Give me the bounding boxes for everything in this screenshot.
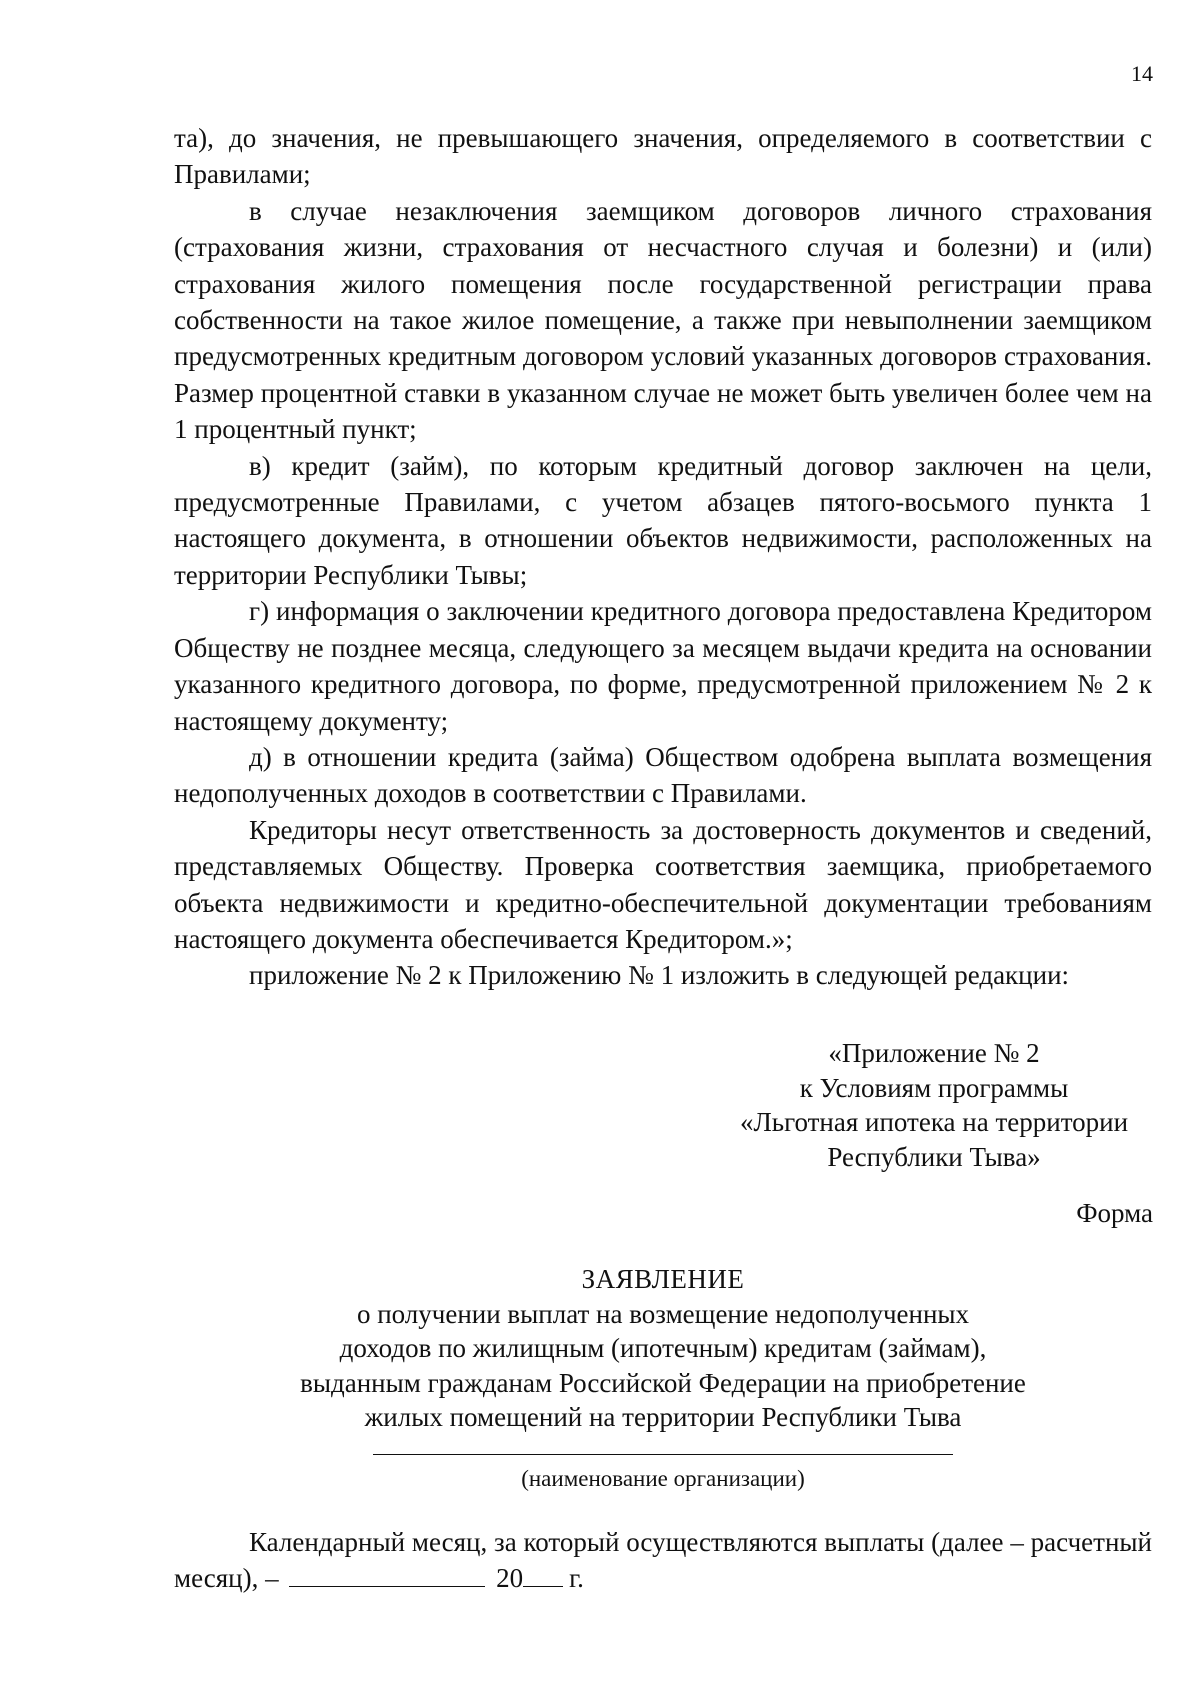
appendix-line: Республики Тыва» — [827, 1141, 1041, 1172]
appendix-line: «Приложение № 2 — [828, 1038, 1040, 1068]
year-blank-field[interactable] — [523, 1564, 563, 1587]
calendar-month-section — [174, 1524, 1152, 1597]
organization-name-caption: (наименование организации) — [521, 1466, 805, 1491]
page-number: 14 — [1131, 61, 1153, 86]
body-text — [174, 120, 1152, 994]
paragraph-item-v: в) кредит (займ), по которым кредитный договор заключен на цели, предусмотренные Правилами, с учетом абзацев пятого-восьмого пункта 1 настоящего документа, в отношении объектов недвижимости, расположенных на территории Республики Тывы; — [174, 450, 1152, 590]
appendix-reference — [724, 1036, 1144, 1174]
paragraph-creditors-responsibility: Кредиторы несут ответственность за достоверность документов и сведений, представляемых Обществу. Проверка соответствия заемщика, приобретаемого объекта недвижимости и кредитно-обеспечительной документации требованиям настоящего документа обеспечивается Кредитором.»; — [174, 814, 1152, 954]
appendix-line: к Условиям программы — [799, 1072, 1069, 1103]
title-heading: ЗАЯВЛЕНИЕ — [581, 1264, 745, 1294]
title-line: жилых помещений на территории Республики Тыва — [364, 1402, 962, 1432]
application-title — [174, 1262, 1152, 1435]
title-line: о получении выплат на возмещение недополученных — [356, 1298, 970, 1329]
month-blank-field[interactable] — [289, 1564, 485, 1587]
paragraph-continuation: та), до значения, не превышающего значения, определяемого в соответствии с Правилами; — [174, 123, 1152, 190]
calendar-month-text: Календарный месяц, за который осуществляются выплаты (далее – расчетный месяц), – — [174, 1527, 1152, 1594]
appendix-line: «Льготная ипотека на территории — [739, 1107, 1129, 1137]
calendar-month-paragraph — [174, 1524, 1152, 1597]
paragraph-appendix-intro: приложение № 2 к Приложению № 1 изложить в следующей редакции: — [249, 960, 1070, 991]
year-suffix: г. — [569, 1563, 584, 1594]
form-label: Форма — [1076, 1198, 1153, 1228]
title-line: доходов по жилищным (ипотечным) кредитам (займам), — [339, 1333, 987, 1363]
year-prefix: 20 — [496, 1563, 524, 1594]
paragraph-item-d: д) в отношении кредита (займа) Обществом одобрена выплата возмещения недополученных доходов в соответствии с Правилами. — [174, 741, 1152, 809]
title-line: выданным гражданам Российской Федерации на приобретение — [300, 1367, 1026, 1398]
organization-name-field[interactable] — [373, 1454, 953, 1455]
paragraph-item-g: г) информация о заключении кредитного договора предоставлена Кредитором Обществу не позднее месяца, следующего за месяцем выдачи кредита на основании указанного кредитного договора, по форме, предусмотренной приложением № 2 к настоящему документу; — [174, 596, 1152, 736]
paragraph-insurance: в случае незаключения заемщиком договоров личного страхования (страхования жизни, страхования от несчастного случая и болезни) и (или) страхования жилого помещения после государственной регистрации права собственности на такое жилое помещение, а также при невыполнении заемщиком предусмотренных кредитным договором условий указанных договоров страхования. Размер процентной ставки в указанном случае не может быть увеличен более чем на 1 процентный пункт; — [174, 195, 1152, 445]
